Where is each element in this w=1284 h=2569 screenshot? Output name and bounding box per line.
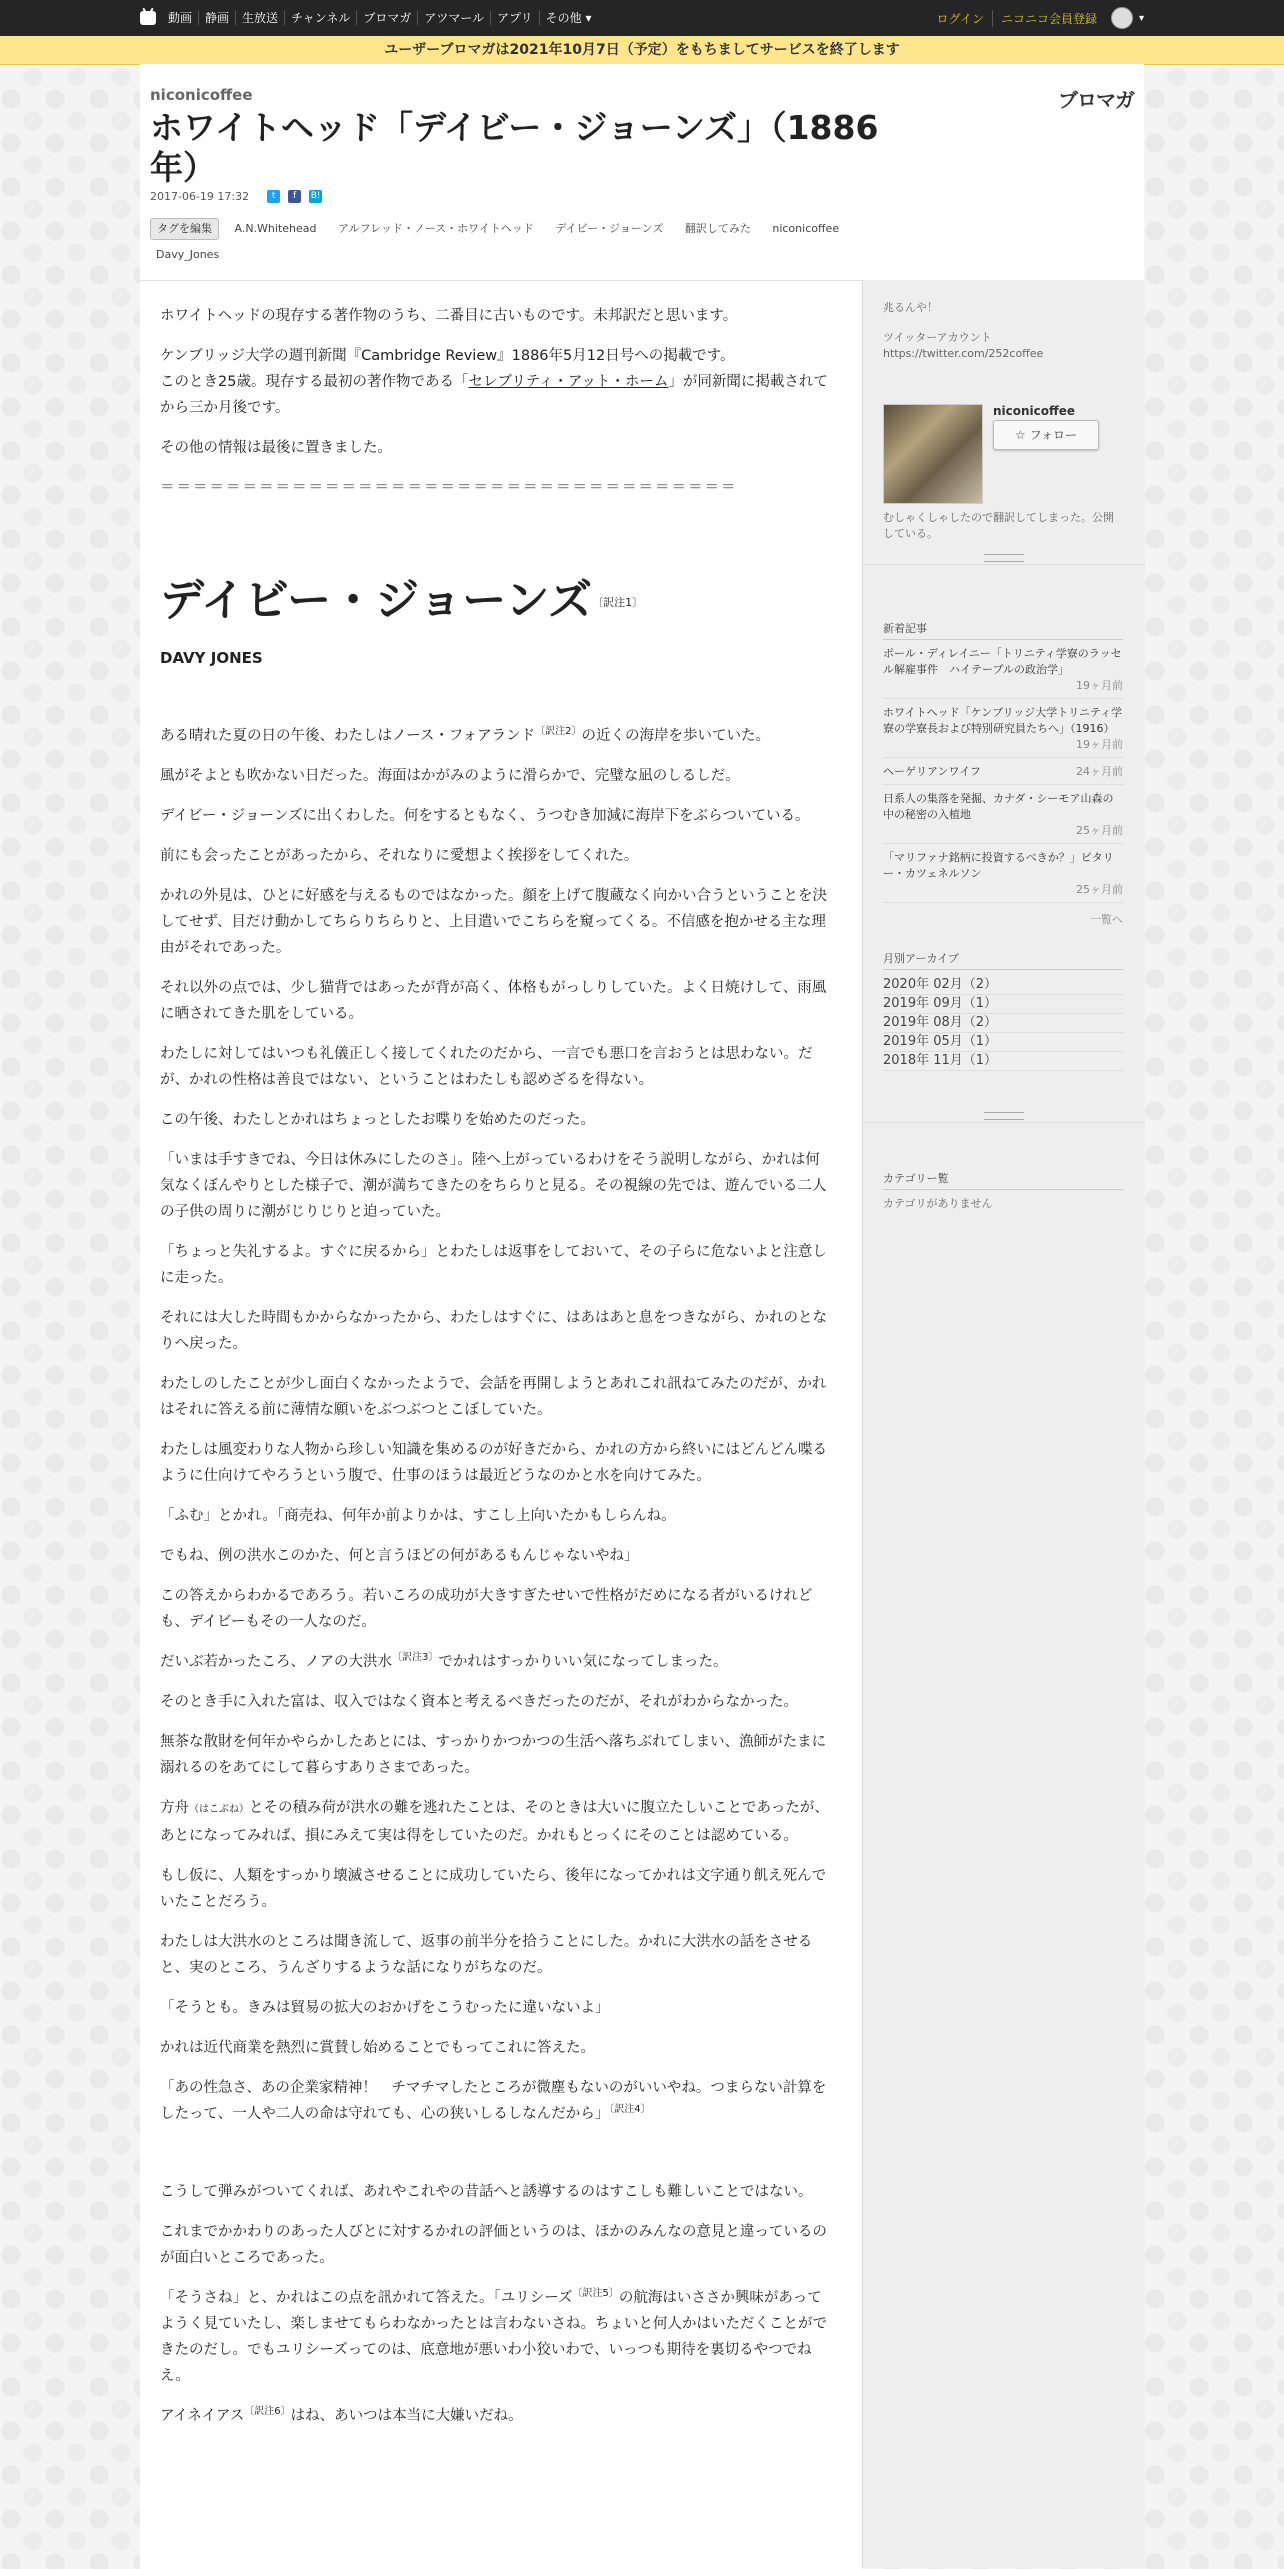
service-end-notice[interactable]: ユーザーブロマガは2021年10月7日（予定）をもちましてサービスを終了します	[0, 36, 1284, 65]
recent-articles-title: 新着記事	[883, 620, 1123, 640]
nav-more-label: その他	[545, 11, 582, 25]
view-all-link[interactable]: 一覧へ	[1090, 913, 1123, 926]
footnote-ref[interactable]: 〔訳注2〕	[535, 726, 582, 737]
paragraph	[160, 1649, 832, 1675]
archive-item[interactable]: 2019年 05月（1）	[883, 1033, 1123, 1052]
recent-article-title[interactable]: 「マリファナ銘柄に投資するべきか？」ピタリー・カツェネルソン	[883, 851, 1114, 880]
tag-link[interactable]: 翻訳してみた	[684, 222, 751, 235]
archive-item[interactable]: 2019年 08月（2）	[883, 1014, 1123, 1033]
follow-label: フォロー	[1029, 428, 1077, 442]
paragraph-text: ケンブリッジ大学の週刊新聞『Cambridge Review』1886年5月12日号への掲載です。	[160, 348, 735, 364]
paragraph: わたしのしたことが少し面白くなかったようで、会話を再開しようとあれこれ訊ねてみたのだが、かれはそれに答える前に薄情な願いをぶつぶつとこぼしていた。	[160, 1376, 827, 1418]
recent-article-item[interactable]	[883, 705, 1123, 758]
paragraph-text: 「あの性急さ、あの企業家精神！ チマチマしたところが微塵もないのがいいやね。つまらない計算をしたって、一人や二人の命は守れても、心の狭いしるしなんだから」	[160, 2080, 827, 2122]
article-meta	[150, 190, 322, 203]
heading-text: デイビー・ジョーンズ	[160, 575, 593, 626]
recent-article-item[interactable]	[883, 764, 1123, 785]
paragraph: それ以外の点では、少し猫背ではあったが背が高く、体格もがっしりしていた。よく日焼けして、雨風に晒されてきた肌をしている。	[160, 980, 827, 1022]
category-empty: カテゴリがありません	[883, 1197, 993, 1210]
star-icon: ☆	[1015, 428, 1026, 442]
recent-articles	[883, 620, 1123, 927]
tag-link[interactable]: niconicoffee	[772, 222, 840, 235]
recent-article-title[interactable]: ポール・ディレイニー「トリニティ学寮のラッセル解雇事件 ハイテーブルの政治学」	[883, 647, 1122, 676]
chevron-down-icon: ▾	[585, 11, 592, 25]
paragraph-text: 「そうさね」と、かれはこの点を訊かれて答えた。「ユリシーズ	[160, 2290, 573, 2306]
global-nav-bar	[0, 0, 1284, 36]
paragraph: そのとき手に入れた富は、収入ではなく資本と考えるべきだったのだが、それがわからなかった。	[160, 1694, 798, 1710]
collapse-handle-icon[interactable]	[984, 1112, 1024, 1120]
tag-link[interactable]: アルフレッド・ノース・ホワイトヘッド	[338, 222, 534, 235]
section-divider	[863, 1108, 1145, 1123]
recent-article-age: 25ヶ月前	[1076, 824, 1123, 837]
footnote-ref[interactable]: 〔訳注4〕	[609, 2104, 651, 2115]
paragraph: 「いまは手すきでね、今日は休みにしたのさ」。陸へ上がっているわけをそう説明しながら、かれは何気なくぼんやりとした様子で、潮が満ちてきたのをちらりと見る。その視線の先では、遊んでいる二人の子供の周りに潮がじりじりと迫っていた。	[160, 1152, 827, 1220]
profile-intro: 兆るんや！	[883, 301, 938, 314]
register-link[interactable]: ニコニコ会員登録	[992, 10, 1097, 27]
paragraph: この答えからわかるであろう。若いころの成功が大きすぎたせいで性格がだめになる者がいるけれども、デイビーもその一人なのだ。	[160, 1588, 813, 1630]
paragraph-text: このとき25歳。現存する最初の著作物である「	[160, 374, 469, 390]
paragraph-text: ある晴れた夏の日の午後、わたしはノース・フォアランド	[160, 728, 536, 744]
paragraph: 前にも会ったことがあったから、それなりに愛想よく挨拶をしてくれた。	[160, 848, 639, 864]
nav-channel[interactable]: チャンネル	[284, 11, 356, 25]
paragraph: かれの外見は、ひとに好感を与えるものではなかった。顔を上げて腹蔵なく向かい合うということを決してせず、目だけ動かしてちらりちらりと、上目遣いでこちらを窺ってくる。不信感を抱かせる主な理由がそれであった。	[160, 888, 827, 956]
user-avatar-icon[interactable]	[1111, 7, 1133, 29]
paragraph: 「ふむ」とかれ。「商売ね、何年か前よりかは、すこし上向いたかもしらんね。	[160, 1508, 676, 1524]
section-divider	[863, 550, 1145, 565]
paragraph-text: の航海はいささか興味があってようく見ていたし、楽しませてもらわなかったとは言わないさね。ちょいと何人かはいただくことができたのだし。でもユリシーズってのは、底意地が悪いわ小狡いわで、いっつも期待を裏切るやつでねえ。	[160, 2290, 827, 2384]
footnote-ref[interactable]: 〔訳注6〕	[244, 2406, 291, 2417]
twitter-share-icon[interactable]: t	[267, 190, 280, 203]
channel-name[interactable]: niconicoffee	[150, 86, 253, 104]
recent-article-title[interactable]: 日系人の集落を発掘、カナダ・シーモア山森の中の秘密の入植地	[883, 792, 1114, 821]
profile-name[interactable]: niconicoffee	[993, 404, 1076, 418]
paragraph	[160, 2075, 832, 2127]
ruby-text: （はこぶね）	[189, 1804, 249, 1815]
article-body	[140, 280, 862, 2569]
category-title: カテゴリー覧	[883, 1170, 1123, 1190]
paragraph-text: はね、あいつは本当に大嫌いだね。	[290, 2408, 523, 2424]
paragraph: デイビー・ジョーンズに出くわした。何をするともなく、うつむき加減に海岸下をぶらついている。	[160, 808, 810, 824]
paragraph	[160, 1795, 832, 1849]
follow-button[interactable]	[993, 420, 1099, 450]
article-title: ホワイトヘッド「デイビー・ジョーンズ」（1886年）	[150, 108, 879, 187]
nav-more[interactable]	[539, 11, 598, 25]
paragraph: これまでかかわりのあった人びとに対するかれの評価というのは、ほかのみんなの意見と違っているのが面白いところであった。	[160, 2224, 827, 2266]
paragraph	[160, 343, 832, 421]
paragraph-text: の近くの海岸を歩いていた。	[581, 728, 770, 744]
niconico-tv-icon[interactable]	[140, 11, 156, 25]
section-heading	[160, 573, 832, 631]
paragraph	[160, 723, 832, 749]
nav-video[interactable]: 動画	[168, 11, 193, 25]
paragraph: 風がそよとも吹かない日だった。海面はかがみのように滑らかで、完璧な凪のしるしだ。	[160, 768, 740, 784]
paragraph: 「そうとも。きみは貿易の拡大のおかげをこうむったに違いないよ」	[160, 2000, 610, 2016]
blomaga-logo[interactable]: ブロマガ	[1058, 88, 1134, 112]
recent-article-age: 19ヶ月前	[1076, 679, 1123, 692]
recent-article-age: 19ヶ月前	[1076, 738, 1123, 751]
archive-item[interactable]: 2020年 02月（2）	[883, 976, 1123, 995]
recent-article-title[interactable]: ヘーゲリアンワイフ	[883, 765, 981, 778]
paragraph: かれは近代商業を熱烈に賞賛し始めることでもってこれに答えた。	[160, 2040, 595, 2056]
twitter-account[interactable]: ツイッターアカウント https://twitter.com/252coffee	[883, 331, 1044, 360]
recent-article-item[interactable]	[883, 791, 1123, 844]
paragraph: 「ちょっと失礼するよ。すぐに戻るから」とわたしは返事をしておいて、その子らに危ないよと注意しに走った。	[160, 1244, 827, 1286]
profile-image[interactable]	[883, 404, 983, 504]
archive-title: 月別アーカイブ	[883, 950, 1123, 970]
paragraph-text: 」が同新聞に掲載されてから三か月後です。	[160, 374, 828, 416]
article-header	[140, 64, 1144, 280]
recent-article-age: 24ヶ月前	[1076, 765, 1123, 778]
nav-live[interactable]: 生放送	[235, 11, 284, 25]
sidebar	[862, 280, 1145, 2568]
paragraph: その他の情報は最後に置きました。	[160, 440, 392, 456]
paragraph: こうして弾みがついてくれば、あれやこれやの昔話へと誘導するのはすこしも難しいことではない。	[160, 2184, 813, 2200]
nav-seiga[interactable]: 静画	[198, 11, 235, 25]
nav-app[interactable]: アプリ	[490, 11, 539, 25]
footnote-ref[interactable]: 〔訳注3〕	[392, 1652, 439, 1663]
tag-list	[150, 216, 910, 268]
login-link[interactable]: ログイン	[936, 11, 984, 26]
nav-atsumaru[interactable]: アツマール	[417, 11, 490, 25]
paragraph: ホワイトヘッドの現存する著作物のうち、二番目に古いものです。未邦訳だと思います。	[160, 308, 738, 324]
paragraph: 無茶な散財を何年かやらかしたあとには、すっかりかつかつの生活へ落ちぶれてしまい、漁師がたまに溺れるのをあてにして暮らすありさまであった。	[160, 1734, 827, 1776]
paragraph: わたしは風変わりな人物から珍しい知識を集めるのが好きだから、かれの方から終いにはどんどん喋るように仕向けてやろうという腹で、仕事のほうは最近どうなのかと水を向けてみた。	[160, 1442, 827, 1484]
profile-box	[883, 300, 1123, 550]
paragraph	[160, 2403, 832, 2429]
paragraph: もし仮に、人類をすっかり壊滅させることに成功していたら、後年になってかれは文字通り飢え死んでいたことだろう。	[160, 1868, 827, 1910]
profile-description: むしゃくしゃしたので翻訳してしまった。公開している。	[883, 511, 1114, 540]
monthly-archive	[883, 950, 1123, 1071]
nav-blomaga[interactable]: ブロマガ	[356, 11, 417, 25]
paragraph-text: 方舟	[160, 1800, 189, 1816]
chevron-down-icon[interactable]: ▾	[1138, 12, 1144, 24]
paragraph-text: でかれはすっかりいい気になってしまった。	[438, 1654, 728, 1670]
tag-link[interactable]: Davy_Jones	[156, 248, 220, 261]
tag-link[interactable]: A.N.Whitehead	[234, 222, 317, 235]
recent-article-age: 25ヶ月前	[1076, 883, 1123, 896]
archive-item[interactable]: 2019年 09月（1）	[883, 995, 1123, 1014]
recent-article-item[interactable]	[883, 850, 1123, 903]
paragraph	[160, 2285, 832, 2389]
collapse-handle-icon[interactable]	[984, 554, 1024, 562]
paragraph: わたしに対してはいつも礼儀正しく接してくれたのだから、一言でも悪口を言おうとは思わない。だが、かれの性格は善良ではない、ということはわたしも認めざるを得ない。	[160, 1046, 813, 1088]
hatena-bookmark-icon[interactable]: B!	[310, 191, 321, 201]
paragraph-text: だいぶ若かったころ、ノアの大洪水	[160, 1654, 392, 1670]
recent-article-title[interactable]: ホワイトヘッド「ケンブリッジ大学トリニティ学寮の学寮長および特別研究員たちへ」（1916）	[883, 706, 1123, 735]
section-subtitle: DAVY JONES	[160, 649, 263, 667]
footnote-ref[interactable]: 〔訳注5〕	[572, 2288, 619, 2299]
recent-article-item[interactable]	[883, 646, 1123, 699]
paragraph: この午後、わたしとかれはちょっとしたお喋りを始めたのだった。	[160, 1112, 595, 1128]
tag-link[interactable]: デイビー・ジョーンズ	[555, 222, 664, 235]
edit-tags-button[interactable]: タグを編集	[150, 218, 219, 240]
footnote-ref[interactable]: 〔訳注1〕	[592, 596, 644, 609]
post-date: 2017-06-19 17:32	[150, 190, 250, 203]
celebrity-at-home-link[interactable]: セレブリティ・アット・ホーム	[468, 374, 669, 390]
category-list	[883, 1170, 1123, 1212]
archive-item[interactable]: 2018年 11月（1）	[883, 1052, 1123, 1071]
separator-line: ＝＝＝＝＝＝＝＝＝＝＝＝＝＝＝＝＝＝＝＝＝＝＝＝＝＝＝＝＝＝＝＝＝＝＝	[160, 480, 738, 496]
paragraph: でもね、例の洪水このかた、何と言うほどの何があるもんじゃないやね」	[160, 1548, 639, 1564]
paragraph-text: とその積み荷が洪水の難を逃れたことは、そのときは大いに腹立たしいことであったが、あとになってみれば、損にみえて実は得をしていたのだ。かれもとっくにそのことは認めている。	[160, 1800, 829, 1844]
paragraph: それには大した時間もかからなかったから、わたしはすぐに、はあはあと息をつきながら、かれのとなりへ戻った。	[160, 1310, 827, 1352]
paragraph: わたしは大洪水のところは聞き流して、返事の前半分を拾うことにした。かれに大洪水の話をさせると、実のところ、うんざりするような話になりがちなのだ。	[160, 1934, 813, 1976]
facebook-share-icon[interactable]: f	[288, 190, 301, 203]
paragraph-text: アイネイアス	[160, 2408, 245, 2424]
